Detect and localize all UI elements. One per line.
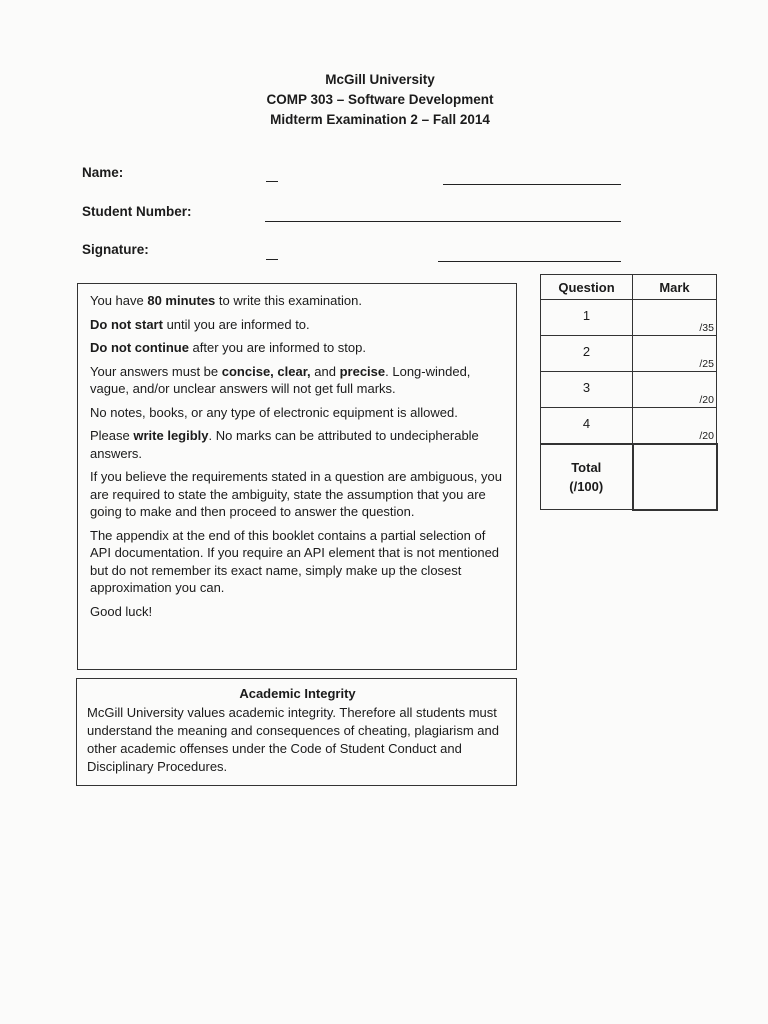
academic-integrity-title: Academic Integrity	[239, 686, 356, 701]
university-name: McGill University	[325, 72, 435, 87]
signature-line[interactable]	[438, 261, 621, 262]
instruction-start: Do not start until you are informed to.	[90, 316, 310, 332]
student-number-line[interactable]	[265, 221, 621, 222]
question-number: 1	[541, 300, 633, 336]
table-row	[541, 372, 717, 408]
table-row	[541, 300, 717, 336]
mark-cell[interactable]	[633, 408, 717, 444]
instruction-answers: Your answers must be concise, clear, and precise. Long-winded, vague, and/or unclear answers will not get full marks.	[90, 363, 471, 396]
instructions-box	[77, 283, 517, 670]
mark-cell[interactable]	[633, 372, 717, 408]
mark-max: /20	[699, 429, 714, 442]
marks-table	[540, 274, 718, 511]
instruction-legibility: Please write legibly. No marks can be attributed to undecipherable answers.	[90, 428, 479, 461]
table-row	[541, 336, 717, 372]
instruction-ambiguity: If you believe the requirements stated in a question are ambiguous, you are required to state the ambiguity, state the assumption that you are going to make and then proceed to answer the question.	[90, 469, 502, 519]
table-row	[541, 408, 717, 444]
instruction-stop: Do not continue after you are informed to stop.	[90, 340, 366, 355]
mark-max: /35	[699, 322, 714, 334]
student-number-label: Student Number:	[82, 204, 192, 219]
mark-cell[interactable]	[633, 336, 717, 372]
course-title: COMP 303 – Software Development	[266, 92, 494, 107]
name-line-short	[266, 181, 278, 182]
total-max: (/100)	[569, 478, 604, 494]
name-line[interactable]	[443, 184, 621, 185]
mark-max: /20	[699, 394, 714, 406]
total-label-cell	[541, 444, 633, 510]
mark-header: Mark	[633, 275, 717, 300]
total-label: Total	[571, 459, 602, 475]
instruction-materials: No notes, books, or any type of electronic equipment is allowed.	[90, 404, 458, 420]
total-mark-cell[interactable]	[633, 444, 717, 510]
academic-integrity-text: McGill University values academic integrity. Therefore all students must understand the meaning and consequences of cheating, plagiarism and other academic offenses under the Code of Student Conduct and Disciplinary Procedures.	[87, 705, 499, 774]
exam-header	[230, 70, 530, 130]
marks-table-header	[541, 275, 717, 300]
question-number: 3	[541, 372, 633, 408]
question-header: Question	[541, 275, 633, 300]
mark-cell[interactable]	[633, 300, 717, 336]
academic-integrity-box	[76, 678, 517, 786]
exam-title: Midterm Examination 2 – Fall 2014	[270, 112, 490, 127]
instruction-good-luck: Good luck!	[90, 603, 153, 619]
signature-line-short	[266, 259, 278, 260]
mark-max: /25	[699, 358, 714, 370]
instruction-appendix: The appendix at the end of this booklet contains a partial selection of API documentation. If you require an API element that is not mentioned but do not remember its exact name, simply make up the closest approximation you can.	[90, 527, 500, 595]
question-number: 2	[541, 336, 633, 372]
question-number: 4	[541, 408, 633, 444]
instruction-time: You have 80 minutes to write this examination.	[90, 293, 362, 308]
signature-label: Signature:	[82, 242, 149, 257]
name-label: Name:	[82, 165, 124, 180]
total-row	[541, 444, 717, 510]
